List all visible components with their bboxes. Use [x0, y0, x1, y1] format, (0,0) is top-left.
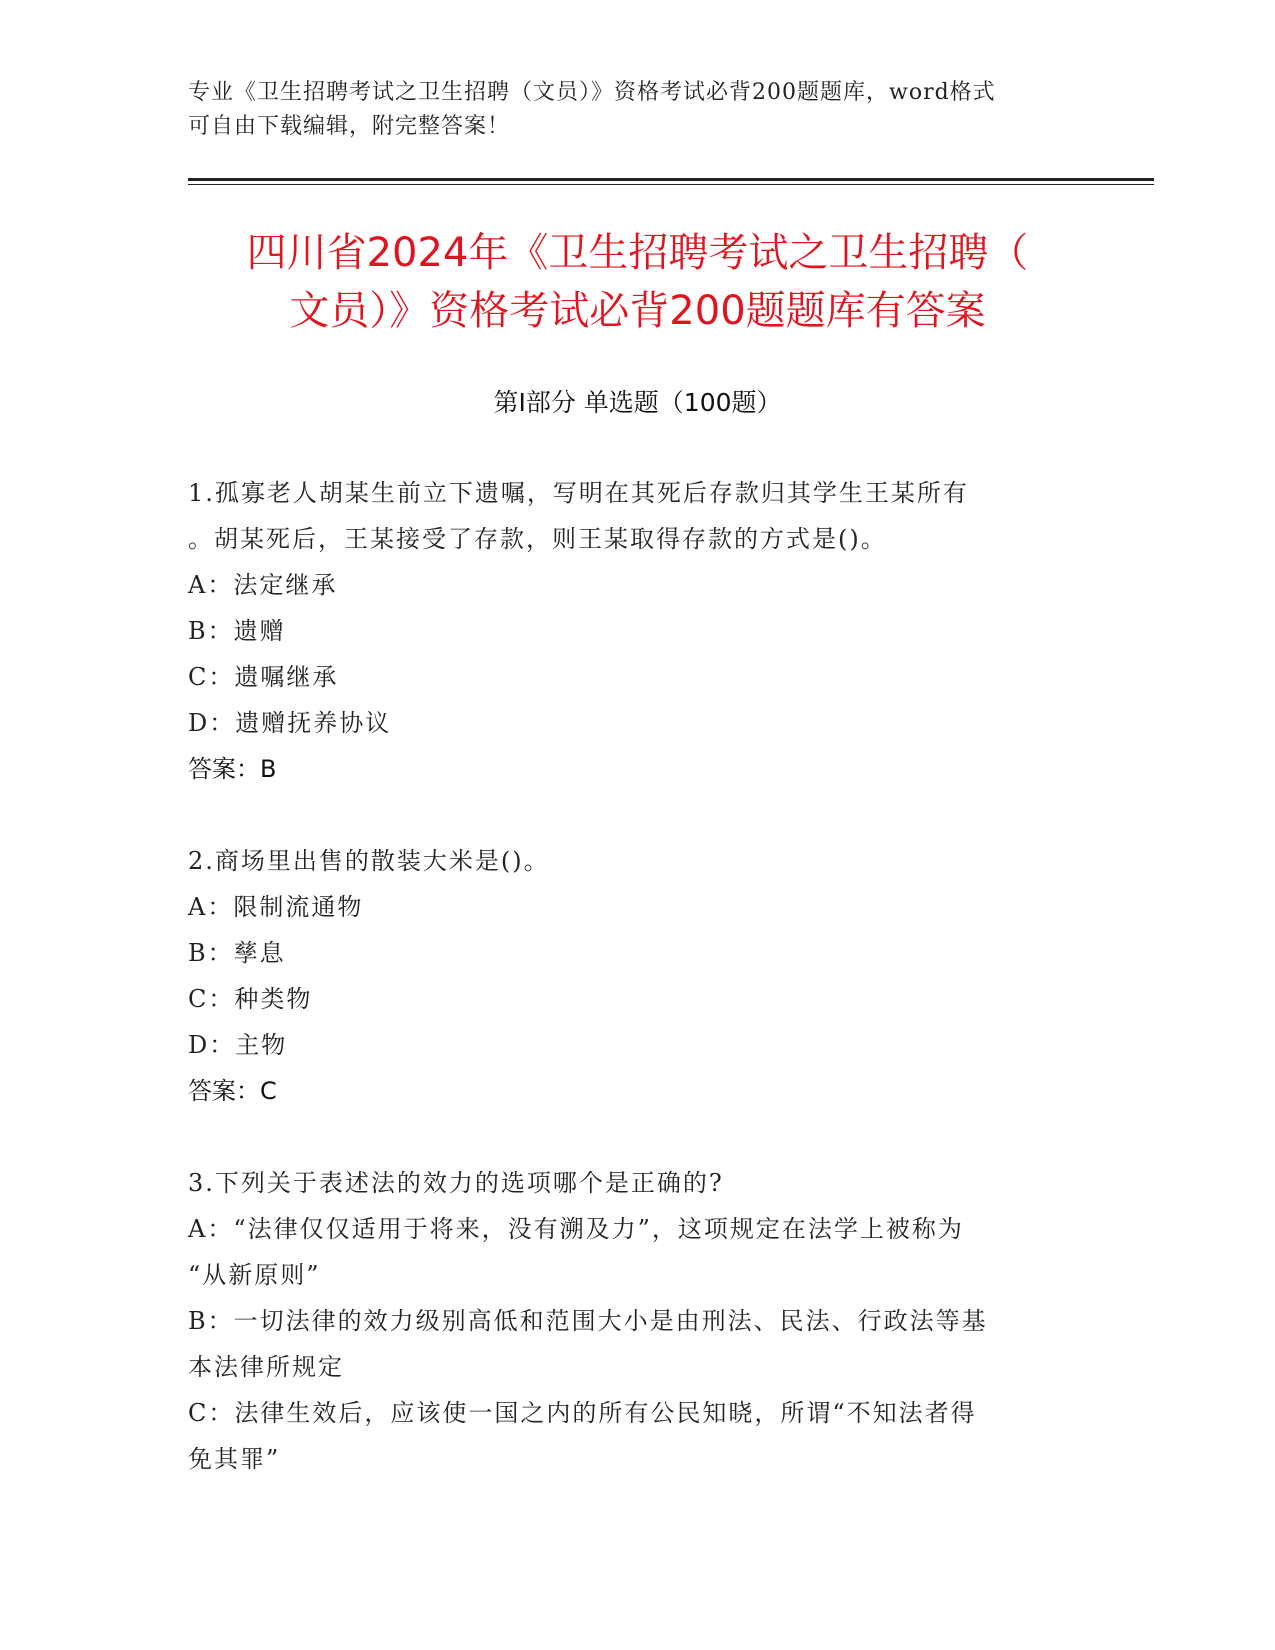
option-b: B：孳息: [188, 939, 286, 967]
header-divider-thick: [188, 178, 1154, 181]
header-note-line-1: 专业《卫生招聘考试之卫生招聘（文员）》资格考试必背200题题库，word格式: [188, 80, 996, 105]
header-divider-thin: [188, 184, 1154, 185]
header-note-line-2: 可自由下载编辑，附完整答案！: [188, 114, 511, 139]
answer-label: 答案：B: [188, 755, 277, 783]
question-stem-line: 1.孤寡老人胡某生前立下遗嘱，写明在其死后存款归其学生王某所有: [188, 479, 969, 507]
option-d: D：主物: [188, 1031, 288, 1059]
section-heading: 第Ⅰ部分 单选题（100题）: [493, 388, 782, 417]
option-b: B：遗赠: [188, 617, 286, 645]
option-b-continued: 本法律所规定: [188, 1353, 344, 1381]
header-note: [188, 76, 1068, 144]
question-list: [188, 470, 1068, 1528]
option-c-continued: 免其罪”: [188, 1445, 281, 1473]
question-2: [188, 838, 1068, 1114]
question-1: [188, 470, 1068, 792]
question-stem-line: 。胡某死后，王某接受了存款，则王某取得存款的方式是()。: [188, 525, 887, 553]
option-c: C：遗嘱继承: [188, 663, 339, 691]
document-title: [180, 224, 1095, 340]
option-c: C：种类物: [188, 985, 313, 1013]
question-3: [188, 1160, 1068, 1482]
option-c: C：法律生效后，应该使一国之内的所有公民知晓，所谓“不知法者得: [188, 1399, 977, 1427]
option-d: D：遗赠抚养协议: [188, 709, 392, 737]
option-b: B：一切法律的效力级别高低和范围大小是由刑法、民法、行政法等基: [188, 1307, 988, 1335]
title-line-2: 文员）》资格考试必背200题题库有答案: [289, 288, 986, 334]
title-line-1: 四川省2024年《卫生招聘考试之卫生招聘（: [246, 230, 1029, 276]
option-a-continued: “从新原则”: [188, 1261, 321, 1289]
question-stem-line: 3.下列关于表述法的效力的选项哪个是正确的?: [188, 1169, 724, 1197]
question-stem-line: 2.商场里出售的散装大米是()。: [188, 847, 550, 875]
answer-label: 答案：C: [188, 1077, 277, 1105]
option-a: A：法定继承: [188, 571, 338, 599]
option-a: A：“法律仅仅适用于将来，没有溯及力”，这项规定在法学上被称为: [188, 1215, 964, 1243]
option-a: A：限制流通物: [188, 893, 364, 921]
